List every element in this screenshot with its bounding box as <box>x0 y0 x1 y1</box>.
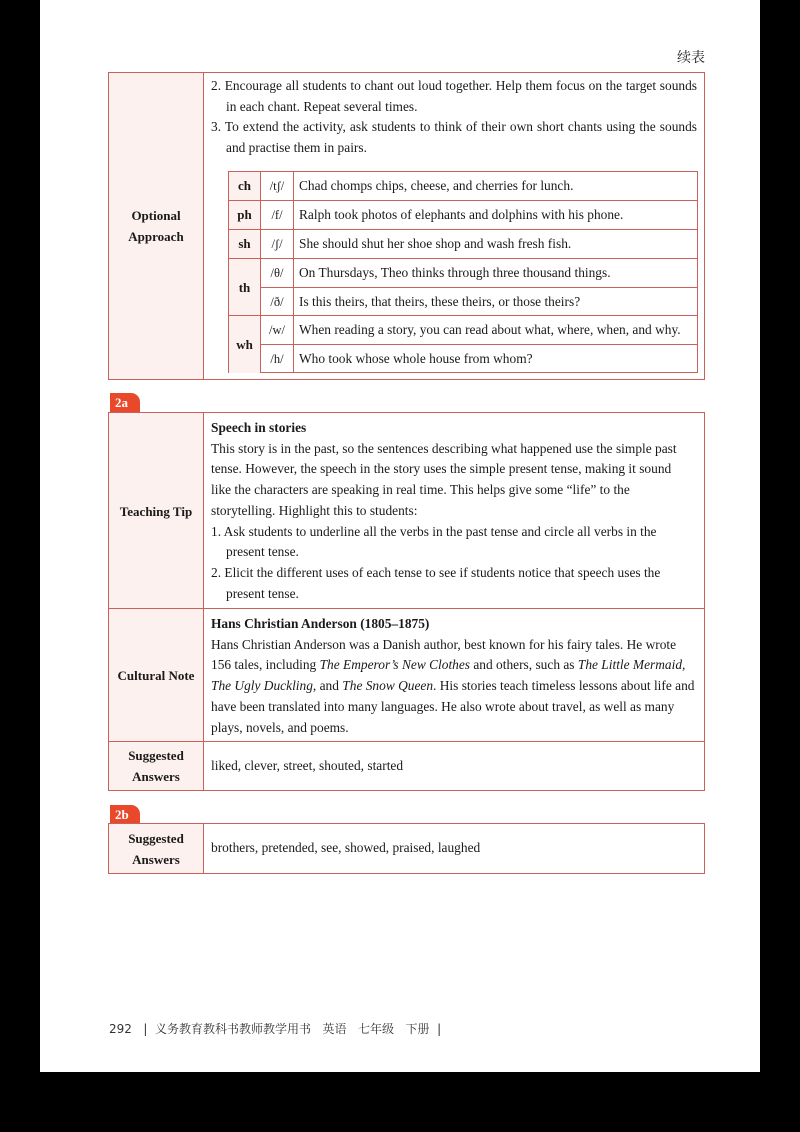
cultural-note-text: Hans Christian Anderson was a Danish author, best known for his fairy tales. He wrote 156 tales, including The Emperor’s New Clothes and others, such as The Little Mermaid, The Ugly Duckling, and The Snow Queen. His stories teach timeless lessons about life and have been translated into many languages. He also wrote about travel, as well as many plays, novels, and poems. <box>211 636 695 735</box>
sound-cell: /w/ <box>261 316 294 344</box>
section-tab-2b: 2b <box>110 805 140 824</box>
suggested-answers-row <box>109 742 704 790</box>
step-item: 1. Ask students to underline all the verbs in the past tense and circle all verbs in the present tense. <box>211 523 657 560</box>
step-item: 2. Elicit the different uses of each tense to see if students notice that speech uses the present tense. <box>211 564 661 601</box>
chant-cell: Is this theirs, that theirs, these theirs, or those theirs? <box>299 294 581 309</box>
page-footer: 292 | 义务教育教科书教师教学用书 英语 七年级 下册 | <box>109 1022 442 1036</box>
teaching-tip-row <box>109 413 704 609</box>
optional-approach-table <box>108 72 705 380</box>
cultural-note-row <box>109 609 704 742</box>
chant-cell: Chad chomps chips, cheese, and cherries for lunch. <box>299 178 574 193</box>
continued-label: 续表 <box>677 50 705 66</box>
section-2b-table <box>108 823 705 874</box>
chant-cell: Ralph took photos of elephants and dolphins with his phone. <box>299 207 624 222</box>
chant-cell: Who took whose whole house from whom? <box>299 351 533 366</box>
phonics-table <box>228 171 698 373</box>
sound-cell: /θ/ <box>261 259 294 287</box>
phonics-row <box>229 172 697 201</box>
sound-cell: /f/ <box>261 201 294 229</box>
work-title: The Little Mermaid, The Ugly Duckling <box>211 657 686 694</box>
letters-cell: th <box>229 259 261 316</box>
phonics-row <box>229 229 697 258</box>
section-tab-2a: 2a <box>110 393 140 412</box>
page-number: 292 <box>109 1022 132 1036</box>
section-2a-table <box>108 412 705 791</box>
phonics-group-th <box>229 258 697 316</box>
row-label-teaching-tip: Teaching Tip <box>109 413 204 609</box>
teaching-tip-body <box>204 413 704 609</box>
row-label-suggested-answers: Suggested Answers <box>109 824 204 873</box>
answers-text: liked, clever, street, shouted, started <box>211 757 404 773</box>
work-title: The Emperor’s New Clothes <box>319 657 471 673</box>
steps-list <box>211 76 697 159</box>
step-item: 2. Encourage all students to chant out loud together. Help them focus on the target sounds in each chant. Repeat several times. <box>211 78 697 114</box>
suggested-answers-row <box>109 824 704 873</box>
cultural-note-body <box>204 609 704 742</box>
row-label-suggested-answers: Suggested Answers <box>109 742 204 790</box>
phonics-group-wh <box>229 315 697 373</box>
teaching-tip-intro: This story is in the past, so the sentences describing what happened use the simple past tense. However, the speech in the story uses the simple present tense, making it sound like the characters are speaking in real time. This helps give some “life” to the storytelling. Highlight this to students: <box>211 440 677 518</box>
book-title: 义务教育教科书教师教学用书 <box>155 1022 312 1036</box>
work-title: The Snow Queen <box>342 678 434 694</box>
grade: 七年级 <box>357 1022 394 1036</box>
answers-text: brothers, pretended, see, showed, praised, laughed <box>211 840 481 856</box>
letters-cell: ch <box>229 172 261 200</box>
volume: 下册 <box>405 1022 430 1036</box>
phonics-row <box>229 200 697 229</box>
teaching-tip-steps <box>211 522 697 605</box>
sound-cell: /ð/ <box>261 288 294 316</box>
chant-cell: She should shut her shoe shop and wash fresh fish. <box>299 236 572 251</box>
chant-cell: When reading a story, you can read about what, where, when, and why. <box>299 322 681 337</box>
letters-cell: wh <box>229 316 261 373</box>
sound-cell: /ʃ/ <box>261 230 294 258</box>
row-label-cultural-note: Cultural Note <box>109 609 204 742</box>
suggested-answers-body <box>204 742 704 790</box>
letters-cell: sh <box>229 230 261 258</box>
step-item: 3. To extend the activity, ask students to think of their own short chants using the sounds and practise them in pairs. <box>211 119 697 156</box>
subject: 英语 <box>322 1022 347 1036</box>
chant-cell: On Thursdays, Theo thinks through three thousand things. <box>299 265 611 280</box>
row-label-optional-approach: Optional Approach <box>109 73 204 379</box>
document-page <box>40 0 760 1072</box>
teaching-tip-title: Speech in stories <box>211 420 307 435</box>
cultural-note-title: Hans Christian Anderson (1805–1875) <box>211 616 430 631</box>
sound-cell: /tʃ/ <box>261 172 294 200</box>
suggested-answers-body <box>204 824 704 873</box>
letters-cell: ph <box>229 201 261 229</box>
sound-cell: /h/ <box>261 345 294 373</box>
